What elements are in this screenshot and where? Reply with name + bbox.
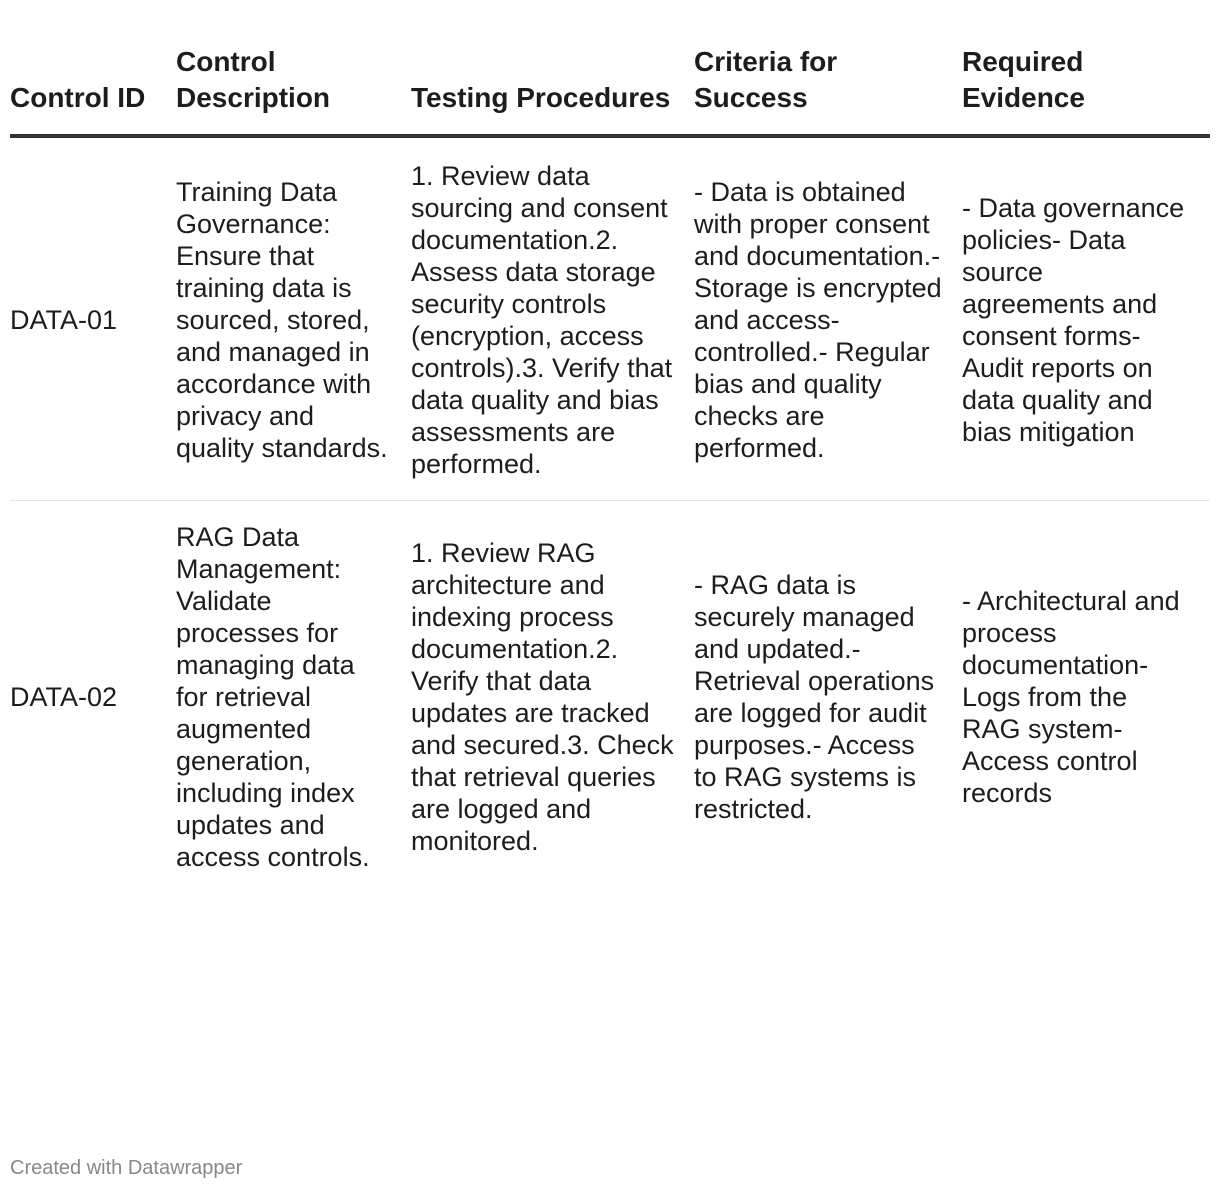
column-header-testing-procedures — [411, 40, 694, 136]
cell-testing-procedures: 1. Review RAG architecture and indexing process documentation.2. Verify that data updates are tracked and secured.3. Check that retrieval queries are logged and monitored. — [411, 538, 674, 856]
table-body — [10, 136, 1210, 893]
cell-control-id: DATA-02 — [10, 682, 118, 712]
datawrapper-credit: Created with Datawrapper — [10, 1157, 243, 1179]
column-header-label: Testing Procedures — [411, 82, 671, 113]
cell-required-evidence: - Data governance policies- Data source agreements and consent forms- Audit reports on data quality and bias mitigation — [962, 193, 1185, 447]
column-header-label: Control Description — [176, 46, 331, 113]
column-header-criteria-for-success — [694, 40, 962, 136]
cell-control-id: DATA-01 — [10, 305, 118, 335]
table-row — [10, 136, 1210, 501]
column-header-label: Criteria for Success — [694, 46, 838, 113]
cell-criteria-for-success: - Data is obtained with proper consent and documentation.- Storage is encrypted and access-controlled.- Regular bias and quality checks are performed. — [694, 177, 942, 463]
cell-testing-procedures: 1. Review data sourcing and consent documentation.2. Assess data storage security controls (encryption, access controls).3. Verify that data quality and bias assessments are performed. — [411, 161, 673, 479]
column-header-control-description — [176, 40, 411, 136]
cell-required-evidence: - Architectural and process documentation- Logs from the RAG system- Access control records — [962, 586, 1180, 808]
controls-table — [10, 40, 1210, 893]
cell-control-description: Training Data Governance: Ensure that training data is sourced, stored, and managed in accordance with privacy and quality standards. — [176, 177, 388, 463]
table-row — [10, 501, 1210, 894]
column-header-control-id — [10, 40, 176, 136]
cell-criteria-for-success: - RAG data is securely managed and updated.- Retrieval operations are logged for audit purposes.- Access to RAG systems is restricted. — [694, 570, 935, 824]
column-header-label: Control ID — [10, 82, 146, 113]
header-row — [10, 40, 1210, 136]
table-header — [10, 40, 1210, 136]
cell-control-description: RAG Data Management: Validate processes for managing data for retrieval augmented generation, including index updates and access controls. — [176, 522, 370, 872]
controls-table-container — [10, 40, 1210, 893]
column-header-required-evidence — [962, 40, 1210, 136]
column-header-label: Required Evidence — [962, 46, 1085, 113]
